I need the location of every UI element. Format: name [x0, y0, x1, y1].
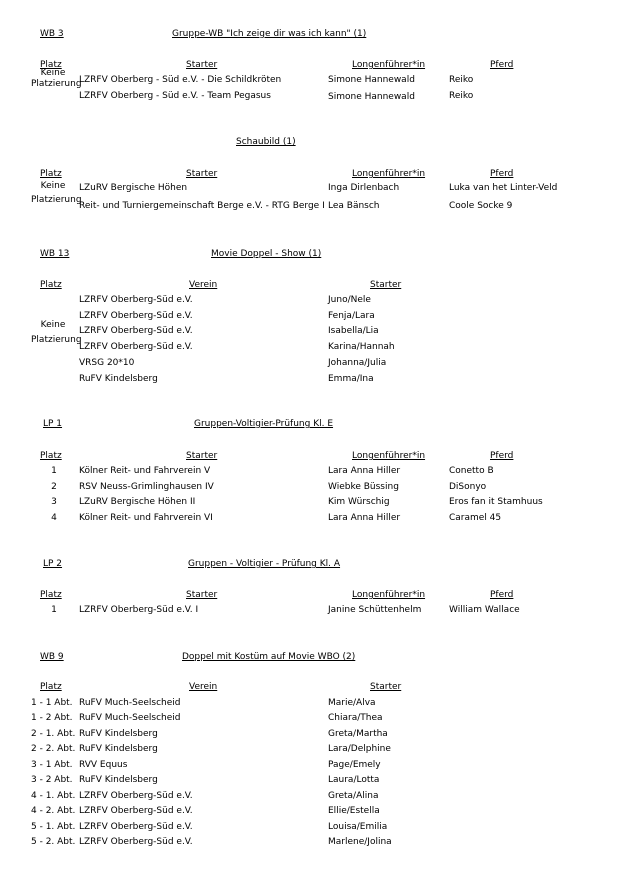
row-starter: Marlene/Jolina — [328, 837, 392, 847]
row-verein: RuFV Kindelsberg — [79, 775, 158, 785]
section-title: Doppel mit Kostüm auf Movie WBO (2) — [182, 652, 356, 662]
row-platz: 2 - 1. Abt. — [31, 729, 76, 739]
row-starter: Laura/Lotta — [328, 775, 380, 785]
placement-note: Keine Platzierung — [31, 68, 82, 89]
row-starter: Johanna/Julia — [328, 358, 387, 368]
header-starter: Starter — [370, 280, 402, 290]
header-starter: Starter — [186, 590, 218, 600]
header-longe: Longenführer*in — [352, 169, 426, 179]
row-platz: 3 - 2 Abt. — [31, 775, 73, 785]
row-verein: RuFV Much-Seelscheid — [79, 713, 181, 723]
row-longe: Simone Hannewald — [328, 75, 415, 85]
section-title: Schaubild (1) — [236, 137, 296, 147]
section-code: WB 9 — [40, 652, 64, 662]
row-platz: 2 - 2. Abt. — [31, 744, 76, 754]
section-title: Gruppen-Voltigier-Prüfung Kl. E — [194, 419, 334, 429]
row-longe: Lara Anna Hiller — [328, 466, 401, 476]
row-starter: Ellie/Estella — [328, 806, 380, 816]
header-pferd: Pferd — [490, 451, 514, 461]
row-platz: 5 - 1. Abt. — [31, 822, 76, 832]
row-longe: Wiebke Büssing — [328, 482, 399, 492]
header-starter: Starter — [186, 169, 218, 179]
row-starter: Greta/Martha — [328, 729, 388, 739]
row-platz: 4 - 1. Abt. — [31, 791, 76, 801]
header-pferd: Pferd — [490, 169, 514, 179]
row-longe: Lea Bänsch — [328, 201, 380, 211]
section-code: LP 2 — [43, 559, 63, 569]
row-pferd: DiSonyo — [449, 482, 487, 492]
row-starter: Karina/Hannah — [328, 342, 395, 352]
header-platz: Platz — [40, 590, 62, 600]
row-starter: Reit- und Turniergemeinschaft Berge e.V. - RTG Berge I — [79, 201, 325, 211]
row-starter: Kölner Reit- und Fahrverein VI — [79, 513, 213, 523]
row-platz: 4 - 2. Abt. — [31, 806, 76, 816]
row-verein: LZRFV Oberberg-Süd e.V. — [79, 326, 193, 336]
row-longe: Inga Dirlenbach — [328, 183, 400, 193]
row-starter: LZuRV Bergische Höhen — [79, 183, 188, 193]
row-starter: LZuRV Bergische Höhen II — [79, 497, 196, 507]
row-starter: Page/Emely — [328, 760, 381, 770]
header-longe: Longenführer*in — [352, 451, 426, 461]
placement-note: Keine Platzierung — [31, 181, 82, 205]
row-platz: 3 — [51, 497, 57, 507]
row-starter: LZRFV Oberberg - Süd e.V. - Die Schildkröten — [79, 75, 282, 85]
header-platz: Platz — [40, 451, 62, 461]
row-pferd: Reiko — [449, 75, 474, 85]
row-platz: 4 — [51, 513, 57, 523]
row-pferd: Luka van het Linter-Veld — [449, 183, 558, 193]
row-starter: Kölner Reit- und Fahrverein V — [79, 466, 211, 476]
section-title: Movie Doppel - Show (1) — [211, 249, 322, 259]
row-verein: LZRFV Oberberg-Süd e.V. — [79, 806, 193, 816]
row-longe: Lara Anna Hiller — [328, 513, 401, 523]
row-verein: LZRFV Oberberg-Süd e.V. — [79, 837, 193, 847]
row-platz: 3 - 1 Abt. — [31, 760, 73, 770]
row-platz: 1 — [51, 605, 57, 615]
header-verein: Verein — [189, 280, 218, 290]
section-code: LP 1 — [43, 419, 63, 429]
row-verein: LZRFV Oberberg-Süd e.V. — [79, 295, 193, 305]
header-platz: Platz — [40, 682, 62, 692]
row-starter: RSV Neuss-Grimlinghausen IV — [79, 482, 214, 492]
row-starter: Juno/Nele — [328, 295, 371, 305]
row-pferd: Eros fan it Stamhuus — [449, 497, 543, 507]
row-starter: Greta/Alina — [328, 791, 379, 801]
row-starter: Fenja/Lara — [328, 311, 375, 321]
row-verein: LZRFV Oberberg-Süd e.V. — [79, 311, 193, 321]
row-verein: VRSG 20*10 — [79, 358, 135, 368]
header-platz: Platz — [40, 60, 62, 70]
row-verein: RuFV Kindelsberg — [79, 729, 158, 739]
row-verein: RuFV Much-Seelscheid — [79, 698, 181, 708]
row-starter: Marie/Alva — [328, 698, 376, 708]
row-starter: Chiara/Thea — [328, 713, 383, 723]
row-verein: RuFV Kindelsberg — [79, 374, 158, 384]
row-verein: LZRFV Oberberg-Süd e.V. — [79, 791, 193, 801]
row-pferd: Reiko — [449, 91, 474, 101]
header-pferd: Pferd — [490, 60, 514, 70]
section-code: WB 3 — [40, 29, 64, 39]
row-platz: 2 — [51, 482, 57, 492]
row-platz: 1 — [51, 466, 57, 476]
row-longe: Kim Würschig — [328, 497, 390, 507]
row-pferd: Conetto B — [449, 466, 494, 476]
header-platz: Platz — [40, 280, 62, 290]
section-code: WB 13 — [40, 249, 70, 259]
header-starter: Starter — [186, 60, 218, 70]
row-pferd: William Wallace — [449, 605, 520, 615]
row-starter: Louisa/Emilia — [328, 822, 388, 832]
header-verein: Verein — [189, 682, 218, 692]
row-longe: Simone Hannewald — [328, 92, 415, 102]
row-pferd: Caramel 45 — [449, 513, 502, 523]
row-starter: Isabella/Lia — [328, 326, 379, 336]
row-starter: LZRFV Oberberg-Süd e.V. I — [79, 605, 199, 615]
row-verein: LZRFV Oberberg-Süd e.V. — [79, 822, 193, 832]
header-starter: Starter — [186, 451, 218, 461]
row-pferd: Coole Socke 9 — [449, 201, 513, 211]
header-starter: Starter — [370, 682, 402, 692]
header-longe: Longenführer*in — [352, 590, 426, 600]
row-platz: 5 - 2. Abt. — [31, 837, 76, 847]
header-pferd: Pferd — [490, 590, 514, 600]
row-verein: LZRFV Oberberg-Süd e.V. — [79, 342, 193, 352]
row-platz: 1 - 1 Abt. — [31, 698, 73, 708]
placement-note: Keine Platzierung — [31, 320, 82, 345]
header-longe: Longenführer*in — [352, 60, 426, 70]
row-starter: LZRFV Oberberg - Süd e.V. - Team Pegasus — [79, 91, 271, 101]
row-platz: 1 - 2 Abt. — [31, 713, 73, 723]
row-starter: Lara/Delphine — [328, 744, 391, 754]
header-platz: Platz — [40, 169, 62, 179]
section-title: Gruppe-WB "Ich zeige dir was ich kann" (1) — [172, 29, 367, 39]
row-longe: Janine Schüttenhelm — [328, 605, 422, 615]
row-starter: Emma/Ina — [328, 374, 374, 384]
section-title: Gruppen - Voltigier - Prüfung Kl. A — [188, 559, 341, 569]
row-verein: RuFV Kindelsberg — [79, 744, 158, 754]
row-verein: RVV Equus — [79, 760, 128, 770]
